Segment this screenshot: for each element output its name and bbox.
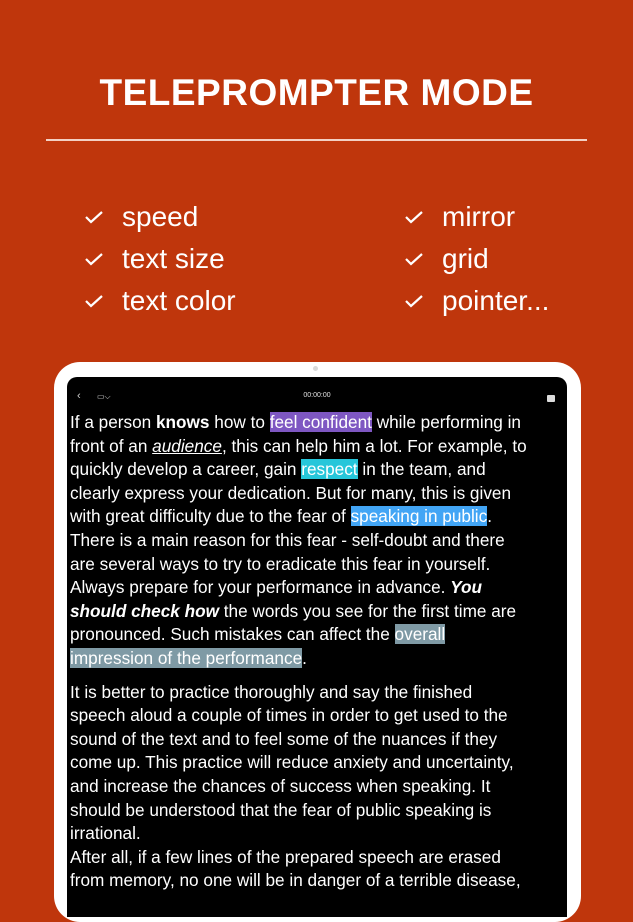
teleprompter-screen — [67, 377, 567, 917]
timer: 00:00:00 — [303, 392, 331, 399]
text-run: the words you see for the first time are — [218, 600, 517, 621]
text-run: Always prepare for your performance in advance. — [70, 577, 451, 598]
title-divider — [46, 139, 587, 141]
text-run: quickly develop a career, gain — [70, 459, 302, 480]
highlight-cyan: respect — [301, 459, 358, 480]
back-arrow-icon[interactable]: ‹ — [77, 390, 81, 402]
script-line — [70, 600, 562, 624]
script-line: After all, if a few lines of the prepared speech are erased — [70, 846, 501, 867]
script-line: are several ways to try to eradicate this fear in yourself. — [70, 553, 491, 574]
script-line: irrational. — [70, 823, 141, 844]
highlight-gray: impression of the performance — [70, 647, 303, 668]
text-run: . — [302, 647, 307, 668]
check-icon — [84, 209, 110, 225]
script-line — [70, 411, 562, 435]
feature-label: speed — [122, 201, 199, 232]
feature-item — [404, 196, 515, 238]
check-icon — [404, 251, 430, 267]
script-line: There is a main reason for this fear - self-doubt and there — [70, 529, 505, 550]
text-run: with great difficulty due to the fear of — [70, 506, 351, 527]
feature-list — [0, 196, 633, 326]
text-run: pronounced. Such mistakes can affect the — [70, 624, 395, 645]
highlight-blue: speaking in public — [350, 506, 488, 527]
feature-label: text color — [122, 285, 236, 316]
camera-toggle-icon[interactable]: ▭⌵ — [97, 392, 111, 401]
script-line: It is better to practice thoroughly and say the finished — [70, 681, 473, 702]
text-run: in the team, and — [357, 459, 486, 480]
feature-label: pointer... — [442, 285, 550, 316]
paragraph-gap — [70, 671, 562, 681]
feature-item — [404, 238, 489, 280]
script-line: come up. This practice will reduce anxiety and uncertainty, — [70, 752, 514, 773]
text-run: front of an — [70, 435, 153, 456]
underlined-text: audience — [152, 435, 222, 456]
script-line — [70, 576, 562, 600]
check-icon — [404, 293, 430, 309]
script-text — [70, 411, 562, 893]
feature-label: grid — [442, 243, 489, 274]
feature-label: mirror — [442, 201, 516, 232]
script-line — [70, 458, 562, 482]
script-line — [70, 435, 562, 459]
camera-dot — [313, 366, 318, 371]
text-run: . — [487, 506, 492, 527]
script-line: sound of the text and to feel some of the nuances if they — [70, 728, 498, 749]
script-line — [70, 623, 562, 647]
check-icon — [84, 293, 110, 309]
script-line — [70, 647, 562, 671]
check-icon — [84, 251, 110, 267]
highlight-purple: feel confident — [269, 412, 372, 432]
script-line: and increase the chances of success when speaking. It — [70, 775, 491, 796]
script-line: should be understood that the fear of public speaking is — [70, 799, 492, 820]
text-run: , this can help him a lot. For example, to — [221, 435, 527, 456]
text-run: If a person — [70, 412, 156, 432]
script-line: speech aloud a couple of times in order to get used to the — [70, 705, 508, 726]
script-line — [70, 505, 562, 529]
bold-text: knows — [156, 412, 210, 432]
text-run: how to — [209, 412, 270, 432]
script-line: from memory, no one will be in danger of a terrible disease, — [70, 870, 521, 891]
highlight-gray: overall — [394, 624, 446, 645]
feature-item — [404, 280, 549, 322]
bold-italic-text: You — [450, 577, 483, 598]
feature-item — [84, 238, 225, 280]
bold-italic-text: should check how — [70, 600, 219, 621]
teleprompter-toolbar — [67, 377, 567, 407]
feature-item — [84, 196, 198, 238]
check-icon — [404, 209, 430, 225]
text-run: while performing in — [371, 412, 521, 432]
feature-item — [84, 280, 236, 322]
script-line: clearly express your dedication. But for many, this is given — [70, 482, 512, 503]
menu-icon[interactable] — [547, 395, 555, 402]
page-title: TELEPROMPTER MODE — [99, 72, 534, 113]
feature-label: text size — [122, 243, 225, 274]
